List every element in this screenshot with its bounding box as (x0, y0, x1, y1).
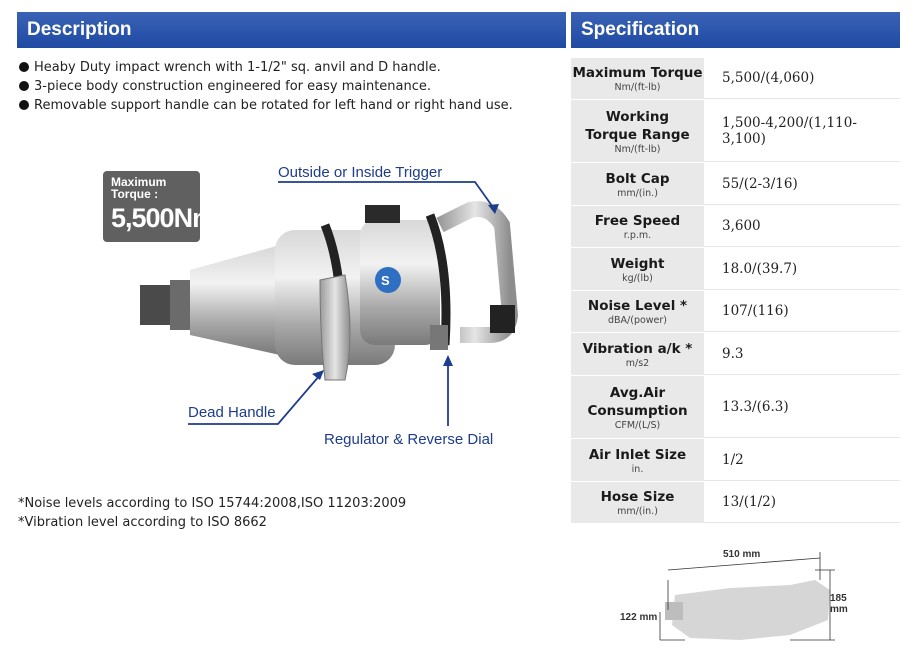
regulator-callout: Regulator & Reverse Dial (324, 431, 494, 448)
spec-row-free-speed: Free Speed r.p.m. 3,600 (571, 206, 900, 248)
noise-note: *Noise levels according to ISO 15744:2008,ISO 11203:2009 (18, 496, 407, 511)
spec-row-weight: Weight kg/(lb) 18.0/(39.7) (571, 248, 900, 291)
spec-table (571, 58, 900, 524)
footnotes (18, 494, 406, 532)
trigger-callout: Outside or Inside Trigger (278, 164, 443, 181)
description-header: Description (17, 12, 566, 48)
vibration-note: *Vibration level according to ISO 8662 (18, 515, 267, 530)
bullet-item: Heaby Duty impact wrench with 1-1/2" sq. anvil and D handle. (18, 58, 558, 77)
bullet-item: Removable support handle can be rotated for left hand or right hand use. (18, 96, 558, 115)
dead-handle-callout: Dead Handle (188, 404, 276, 421)
svg-text:S: S (381, 273, 390, 288)
max-torque-value: 5,500Nm (111, 203, 216, 233)
dim-height-unit: mm (830, 604, 848, 615)
max-torque-badge: Maximum Torque : 5,500Nm (103, 171, 200, 242)
specification-header: Specification (571, 12, 900, 48)
dim-width: 122 mm (620, 612, 658, 623)
spec-row-air-inlet: Air Inlet Size in. 1/2 (571, 439, 900, 482)
spec-row-max-torque: Maximum Torque Nm/(ft-lb) 5,500/(4,060) (571, 58, 900, 100)
spec-row-bolt-cap: Bolt Cap mm/(in.) 55/(2-3/16) (571, 163, 900, 206)
spec-row-vibration: Vibration a/k * m/s2 9.3 (571, 333, 900, 376)
bullet-item: 3-piece body construction engineered for easy maintenance. (18, 77, 558, 96)
spec-row-air-consumption: Avg.Air Consumption CFM/(L/S) 13.3/(6.3) (571, 376, 900, 439)
spec-row-noise: Noise Level * dBA/(power) 107/(116) (571, 291, 900, 333)
dim-length: 510 mm (723, 549, 761, 560)
spec-row-working-torque: Working Torque Range Nm/(ft-lb) 1,500-4,200/(1,110-3,100) (571, 100, 900, 163)
spec-row-hose-size: Hose Size mm/(in.) 13/(1/2) (571, 482, 900, 524)
dim-height-value: 185 (830, 593, 847, 604)
